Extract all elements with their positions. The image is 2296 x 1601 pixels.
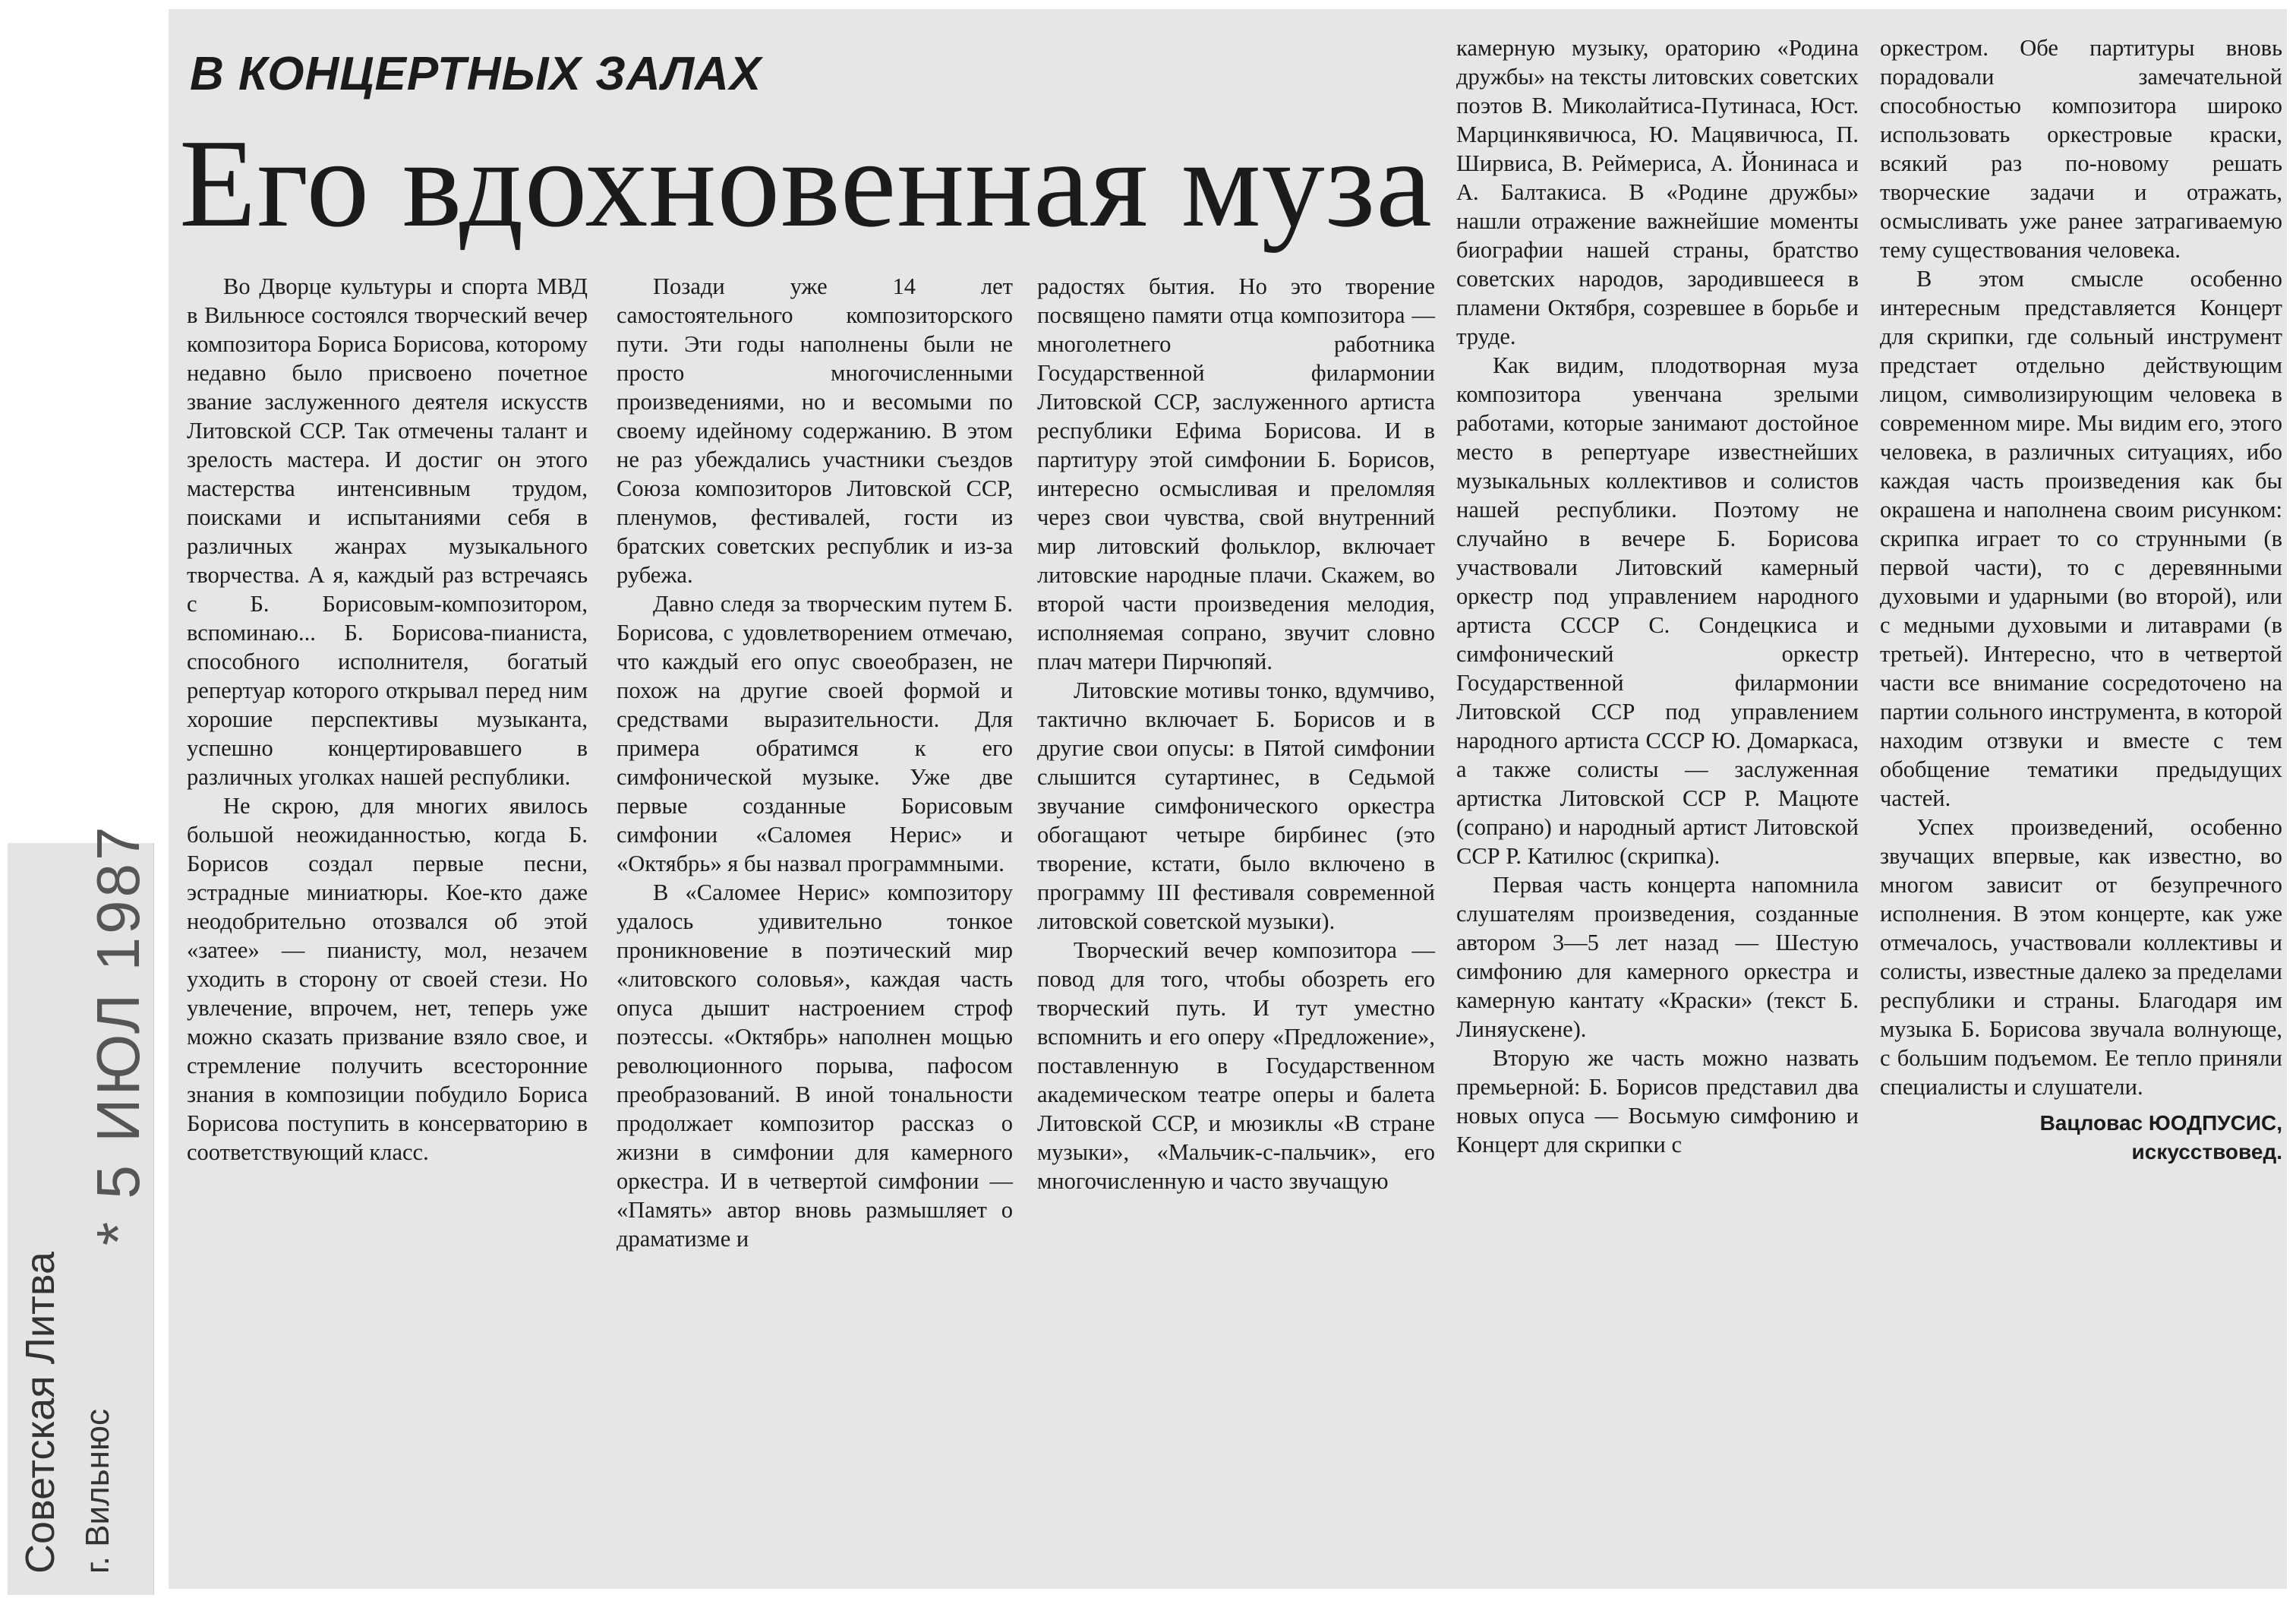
article-column-3: [1037, 272, 1435, 1195]
newspaper-source: Советская Литва: [17, 1251, 63, 1574]
paragraph: оркестром. Обе партитуры вновь порадовали замечательной способностью композитора широко использовать оркестровые краски, всякий раз по-новому решать творческие задачи и отражать, осмысливать уже ранее затрагиваемую тему существования человека.: [1880, 35, 2282, 263]
article-column-4: [1456, 33, 1859, 1159]
paragraph: Первая часть концерта напомнила слушателям произведения, созданные автором 3—5 лет назад — Шестую симфонию для камерного оркестра и камерную кантату «Краски» (текст Б. Линяускене).: [1456, 872, 1859, 1042]
article-title: Его вдохновенная муза: [179, 113, 1433, 253]
article-column-1: [187, 272, 588, 1167]
paragraph: радостях бытия. Но это творение посвящено памяти отца композитора — многолетнего работника Государственной филармонии Литовской ССР, заслуженного артиста республики Ефима Борисова. И в партитуру этой симфонии Б. Борисов, интересно осмысливая и преломляя через свои чувства, свой внутренний мир литовский фольклор, включает литовские народные плачи. Скажем, во второй части произведения мелодия, исполняемая сопрано, звучит словно плач матери Пирчюпяй.: [1037, 273, 1435, 674]
rubric-heading: В КОНЦЕРТНЫХ ЗАЛАХ: [190, 48, 762, 100]
author-name: Вацловас ЮОДПУСИС,: [2039, 1111, 2282, 1135]
newspaper-city: г. Вильнюс: [79, 1409, 116, 1574]
paragraph: камерную музыку, ораторию «Родина дружбы» на тексты литовских советских поэтов В. Миколайтиса-Путинаса, Юст. Марцинкявичюса, Ю. Мацявичюса, П. Ширвиса, В. Реймериса, А. Йонинаса и А. Балтакиса. В «Родине дружбы» нашли отражение важнейшие моменты биографии нашей страны, братство советских народов, зародившееся в пламени Октября, созревшее в борьбе и труде.: [1456, 35, 1859, 349]
paragraph: Не скрою, для многих явилось большой неожиданностью, когда Б. Борисов создал первые песни, эстрадные миниатюры. Кое-кто даже неодобрительно отозвался об этой «затее» — пианисту, мол, незачем уходить в сторону от своей стези. Но увлечение, впрочем, нет, теперь уже можно сказать призвание взяло свое, и стремление получить всесторонние знания в композиции побудило Бориса Борисова поступить в консерваторию в соответствующий класс.: [187, 793, 588, 1165]
paragraph: Литовские мотивы тонко, вдумчиво, тактично включает Б. Борисов и в другие свои опусы: в Пятой симфонии слышится сутартинес, в Седьмой звучание симфонического оркестра обогащают четыре бирбинес (это творение, кстати, было включено в программу III фестиваля современной литовской советской музыки).: [1037, 677, 1435, 934]
paragraph: Позади уже 14 лет самостоятельного композиторского пути. Эти годы наполнены были не просто многочисленными произведениями, но и весомыми по своему идейному содержанию. В этом не раз убеждались участники съездов Союза композиторов Литовской ССР, пленумов, фестивалей, гости из братских советских республик и из-за рубежа.: [617, 273, 1013, 588]
paragraph: Во Дворце культуры и спорта МВД в Вильнюсе состоялся творческий вечер композитора Бориса Борисова, которому недавно было присвоено почетное звание заслуженного деятеля искусств Литовской ССР. Так отмечены талант и зрелость мастера. И достиг он этого мастерства интенсивным трудом, поисками и испытаниями себя в различных жанрах музыкального творчества. А я, каждый раз встречаясь с Б. Борисовым-композитором, вспоминаю... Б. Борисова-пианиста, способного исполнителя, богатый репертуар которого открывал перед ним хорошие перспективы музыканта, успешно концертировавшего в различных уголках нашей республики.: [187, 273, 588, 790]
paragraph: Творческий вечер композитора — повод для того, чтобы обозреть его творческий путь. И тут уместно вспомнить и его оперу «Предложение», поставленную в Государственном академическом театре оперы и балета Литовской ССР, и мюзиклы «В стране музыки», «Мальчик-с-пальчик», его многочисленную и часто звучащую: [1037, 937, 1435, 1194]
paragraph: В «Саломее Нерис» композитору удалось удивительно тонкое проникновение в поэтический мир «литовского соловья», каждая часть опуса дышит настроением строф поэтессы. «Октябрь» наполнен мощью революционного порыва, пафосом преобразований. В иной тональности продолжает композитор рассказ о жизни в симфонии для камерного оркестра. И в четвертой симфонии — «Память» автор вновь размышляет о драматизме и: [617, 879, 1013, 1252]
paragraph: Вторую же часть можно назвать премьерной: Б. Борисов представил два новых опуса — Восьмую симфонию и Концерт для скрипки с: [1456, 1045, 1859, 1157]
author-role: искусствовед.: [2131, 1140, 2282, 1164]
article-column-2: [617, 272, 1013, 1253]
article-column-5: [1880, 33, 2282, 1167]
paragraph: Как видим, плодотворная муза композитора увенчана зрелыми работами, которые занимают достойное место в репертуаре известнейших музыкальных коллективов и солистов нашей республики. Поэтому не случайно в вечере Б. Борисова участвовали Литовский камерный оркестр под управлением народного артиста СССР С. Сондецкиса и симфонический оркестр Государственной филармонии Литовской ССР под управлением народного артиста СССР Ю. Домаркаса, а также солисты — заслуженная артистка Литовской ССР Р. Мацюте (сопрано) и народный артист Литовской ССР Р. Катилюс (скрипка).: [1456, 352, 1859, 869]
date-stamp: * 5 ИЮЛ 1987: [84, 823, 152, 1246]
paragraph: Давно следя за творческим путем Б. Борисова, с удовлетворением отмечаю, что каждый его опус своеобразен, не похож на другие своей формой и средствами выразительности. Для примера обратимся к его симфонической музыке. Уже две первые созданные Борисовым симфонии «Саломея Нерис» и «Октябрь» я бы назвал программными.: [617, 591, 1013, 876]
paragraph: Успех произведений, особенно звучащих впервые, как известно, во многом зависит от безупречного исполнения. В этом концерте, как уже отмечалось, участвовали коллективы и солисты, известные далеко за пределами республики и страны. Благодаря им музыка Б. Борисова звучала волнующе, с большим подъемом. Ее тепло приняли специалисты и слушатели.: [1880, 814, 2282, 1100]
paragraph: В этом смысле особенно интересным представляется Концерт для скрипки, где сольный инструмент предстает отдельно действующим лицом, символизирующим человека в современном мире. Мы видим его, этого человека, в различных ситуациях, ибо каждая часть произведения как бы окрашена и наполнена своим рисунком: скрипка играет то со струнными (в первой части), то с деревянными духовыми и ударными (во второй), или с медными духовыми и литаврами (в третьей). Интересно, что в четвертой части все внимание сосредоточено на партии сольного инструмента, в которой находим отзвуки и вместе с тем обобщение тематики предыдущих частей.: [1880, 266, 2282, 811]
